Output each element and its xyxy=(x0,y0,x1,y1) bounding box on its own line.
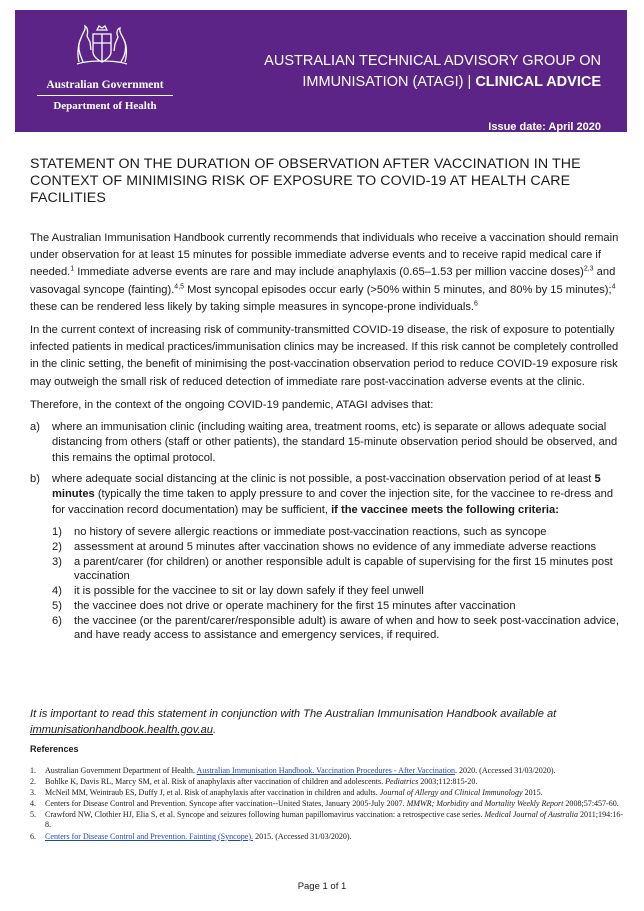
journal-name: MMWR; Morbidity and Mortality Weekly Report xyxy=(406,799,564,809)
reference-link[interactable]: Australian Immunisation Handbook. Vaccination Procedures - After Vaccination xyxy=(196,766,455,775)
reference-text: Centers for Disease Control and Prevention. Syncope after vaccination--United States, January 2005-July 2007. xyxy=(45,799,407,809)
criteria-text: the vaccinee (or the parent/carer/responsible adult) is aware of when and how to seek post-vaccination advice, and have ready access to assistance and emergency services, if required. xyxy=(74,614,619,641)
citation-ref: 4,5 xyxy=(174,282,185,290)
text-run: these can be rendered less likely by taking simple measures in syncope-prone individuals. xyxy=(30,300,475,313)
reference-text: Bohlke K, Davis RL, Marcy SM, et al. Risk of anaphylaxis after vaccination of children and adolescents. xyxy=(45,777,386,787)
reference-text: 2015. xyxy=(522,788,543,798)
handbook-link[interactable]: immunisationhandbook.health.gov.au xyxy=(30,724,213,736)
emphasis: if the vaccinee meets the following criteria: xyxy=(331,503,559,516)
paragraph-handbook xyxy=(30,230,622,316)
criteria-text: it is possible for the vaccinee to sit or lay down safely if they feel unwell xyxy=(74,584,424,597)
note-text: It is important to read this statement in conjunction with The Australian Immunisation Handbook available at xyxy=(30,708,557,720)
text-run: where adequate social distancing at the clinic is not possible, a post-vaccination observation period of at least xyxy=(52,472,595,485)
paragraph-advice-intro: Therefore, in the context of the ongoing COVID-19 pandemic, ATAGI advises that: xyxy=(30,398,434,411)
list-marker: b) xyxy=(30,472,40,485)
criteria-item xyxy=(52,614,622,642)
reference-item xyxy=(30,832,628,842)
reference-item xyxy=(30,810,628,830)
list-marker: 6) xyxy=(52,614,62,627)
reference-item xyxy=(30,799,628,809)
handbook-note xyxy=(30,706,622,738)
list-marker: 1. xyxy=(30,766,37,775)
statement-title: STATEMENT ON THE DURATION OF OBSERVATION AFTER VACCINATION IN THE CONTEXT OF MINIMISING RISK OF EXPOSURE TO COVID-19 AT HEALTH CARE FACILITIES xyxy=(30,156,581,206)
list-marker: 4. xyxy=(30,799,37,809)
journal-name: Journal of Allergy and Clinical Immunology xyxy=(379,788,523,798)
reference-text: 2008;57:457-60. xyxy=(563,799,619,809)
list-marker: a) xyxy=(30,421,40,434)
reference-link[interactable]: Centers for Disease Control and Prevention. Fainting (Syncope). xyxy=(45,831,254,841)
reference-text: 2011;194:16-8. xyxy=(45,810,624,830)
list-marker: 5) xyxy=(52,599,62,612)
reference-text: 2003;112:815-20. xyxy=(418,777,478,787)
list-marker: 5. xyxy=(30,810,37,820)
criteria-text: a parent/carer (for children) or another responsible adult is capable of supervising for the first 15 minutes post vaccination xyxy=(74,555,613,582)
criteria-item xyxy=(52,599,622,613)
list-marker: 2) xyxy=(52,540,62,553)
advice-text: where an immunisation clinic (including waiting area, treatment rooms, etc) is separate or allows adequate social distancing from others (staff or other patients), the standard 15-minute observation period should be observed, and this remains the optimal protocol. xyxy=(52,421,618,464)
page-number: Page 1 of 1 xyxy=(297,881,347,892)
reference-item xyxy=(30,766,628,776)
emphasis: 5 minutes xyxy=(52,472,601,501)
reference-text: 2015. (Accessed 31/03/2020). xyxy=(253,831,352,841)
reference-text: . 2020. (Accessed 31/03/2020). xyxy=(455,766,556,775)
divider xyxy=(37,95,173,96)
text-run: (typically the time taken to apply pressure to and cover the injection site, for the vaccinee to re-dress and for vaccination record documentation) may be sufficient, xyxy=(52,488,614,516)
criteria-item xyxy=(52,555,622,583)
issue-date: Issue date: April 2020 xyxy=(488,121,601,133)
paragraph-context: In the current context of increasing risk of community-transmitted COVID-19 disease, the risk of exposure to potentially infected patients in medical practices/immunisation clinics may be increased. If this risk cannot be completely controlled in the clinic setting, the benefit of minimising the post-vaccination observation period to reduce COVID-19 exposure risk may outweigh the small risk of reduced detection of immediate rare post-vaccination adverse events at the clinic. xyxy=(30,324,619,388)
note-punctuation: . xyxy=(212,724,217,736)
list-marker: 6. xyxy=(30,831,37,841)
advice-item-a xyxy=(30,420,622,466)
agency-name-suffix: IMMUNISATION (ATAGI) | xyxy=(302,74,476,90)
criteria-item xyxy=(52,540,622,554)
journal-name: Medical Journal of Australia xyxy=(484,810,578,820)
government-name: Australian Government xyxy=(46,79,164,91)
criteria-text: the vaccinee does not drive or operate machinery for the first 15 minutes after vaccination xyxy=(74,599,516,612)
header-banner xyxy=(15,10,627,132)
coat-of-arms-icon xyxy=(71,18,133,70)
reference-text: Crawford NW, Clothier HJ, Elia S, et al. Syncope and seizures following human papillomavirus vaccination: a retrospective case series. xyxy=(45,810,485,820)
references-heading: References xyxy=(30,744,79,754)
statement-body xyxy=(30,230,622,648)
agency-heading xyxy=(181,51,601,93)
clinical-advice-label: CLINICAL ADVICE xyxy=(475,74,601,90)
list-marker: 2. xyxy=(30,777,37,787)
criteria-list xyxy=(52,525,622,642)
criteria-text: assessment at around 5 minutes after vaccination shows no evidence of any immediate adverse reactions xyxy=(74,540,597,553)
advice-list xyxy=(30,420,622,642)
text-run: Most syncopal episodes occur early (>50% within 5 minutes, and 80% by 15 minutes); xyxy=(184,283,612,296)
agency-line-2 xyxy=(181,72,601,93)
citation-ref: 6 xyxy=(474,300,478,308)
citation-ref: 4 xyxy=(611,282,616,290)
department-name: Department of Health xyxy=(53,100,157,112)
list-marker: 1) xyxy=(52,525,62,538)
agency-line-1: AUSTRALIAN TECHNICAL ADVISORY GROUP ON xyxy=(264,53,601,69)
list-marker: 4) xyxy=(52,584,62,597)
criteria-item xyxy=(52,584,622,598)
citation-ref: 2,3 xyxy=(583,265,594,273)
criteria-text: no history of severe allergic reactions or immediate post-vaccination reactions, such as syncope xyxy=(74,525,547,538)
citation-ref: 1 xyxy=(70,265,75,273)
text-run: Immediate adverse events are rare and may include anaphylaxis (0.65–1.53 per million vaccine doses) xyxy=(74,266,584,279)
journal-name: Pediatrics xyxy=(385,777,419,787)
reference-item xyxy=(30,788,628,798)
list-marker: 3. xyxy=(30,788,37,798)
text-run: The Australian Immunisation Handbook currently recommends that individuals who receive a vaccination should remain under observation for at least 15 minutes for possible immediate adverse events and to receive rapid medical care if needed. xyxy=(30,232,619,279)
reference-text: McNeil MM, Weintraub ES, Duffy J, et al. Risk of anaphylaxis after vaccination in children and adults. xyxy=(45,788,380,798)
list-marker: 3) xyxy=(52,555,62,568)
reference-text: Australian Government Department of Health. xyxy=(45,766,197,775)
reference-item xyxy=(30,777,628,787)
criteria-item xyxy=(52,525,622,539)
advice-item-b xyxy=(30,472,622,642)
references-list xyxy=(30,766,628,843)
text-run: and vasovagal syncope (fainting). xyxy=(30,266,616,296)
